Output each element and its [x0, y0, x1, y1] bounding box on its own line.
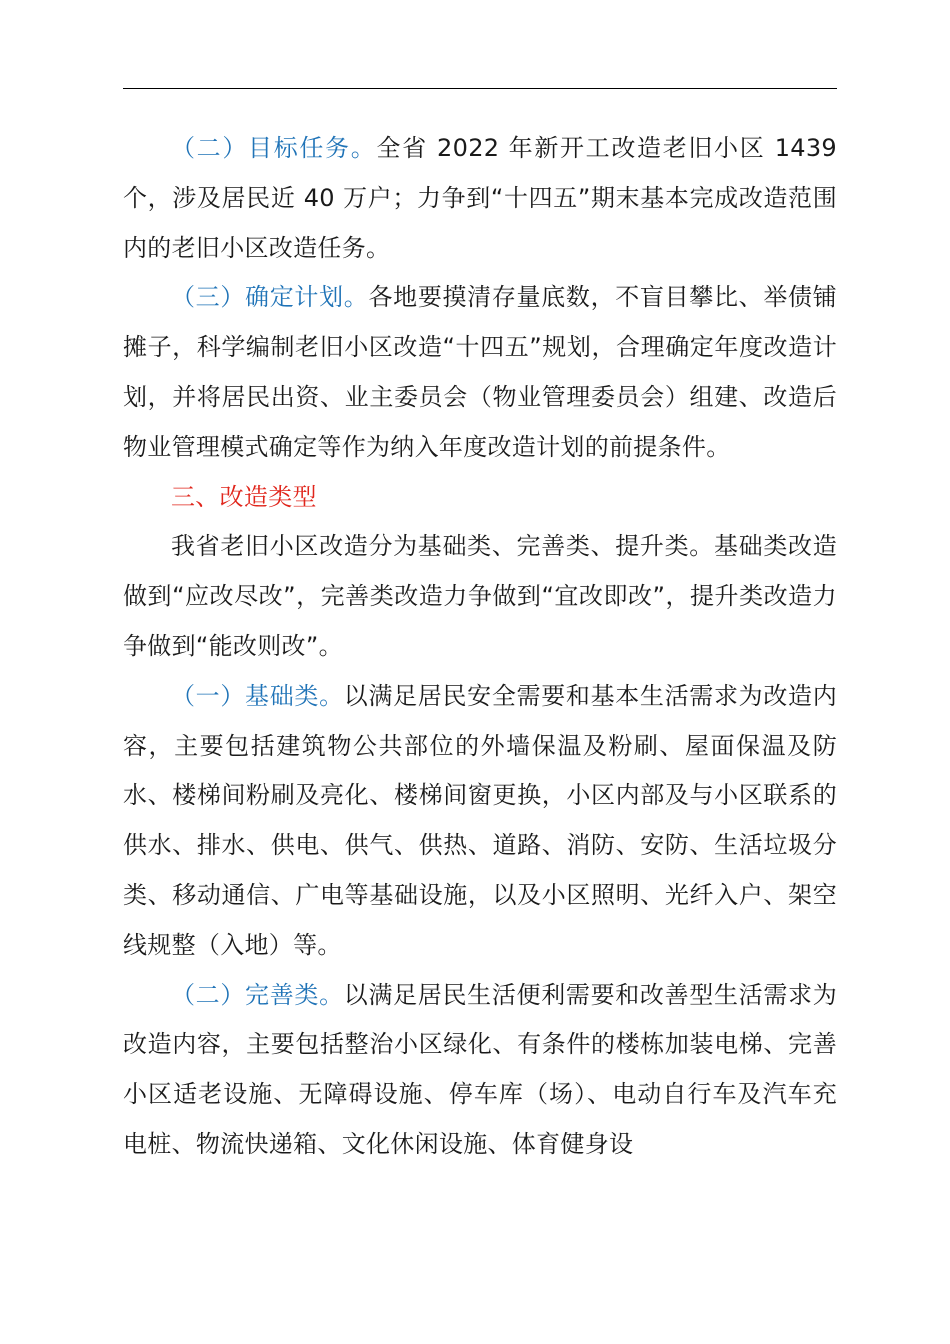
text-improvement-category: 以满足居民生活便利需要和改善型生活需求为改造内容，主要包括整治小区绿化、有条件的楼栋加装电梯、完善小区适老设施、无障碍设施、停车库（场）、电动自行车及汽车充电桩、物流快递箱、文化休闲设施、体育健身设 — [123, 980, 837, 1158]
heading-determine-plan: （三）确定计划。 — [171, 283, 369, 312]
paragraph-basic-category — [123, 672, 837, 971]
text-determine-plan: 各地要摸清存量底数，不盲目攀比、举债铺摊子，科学编制老旧小区改造“十四五”规划，合理确定年度改造计划，并将居民出资、业主委员会（物业管理委员会）组建、改造后物业管理模式确定等作为纳入年度改造计划的前提条件。 — [123, 283, 837, 461]
heading-improvement-category: （二）完善类。 — [171, 980, 344, 1009]
paragraph-determine-plan — [123, 273, 837, 472]
document-body — [123, 124, 837, 1170]
header-rule — [123, 88, 837, 89]
text-target-tasks: 全省 2022 年新开工改造老旧小区 1439 个，涉及居民近 40 万户；力争到“十四五”期末基本完成改造范围内的老旧小区改造任务。 — [123, 134, 837, 262]
text-basic-category: 以满足居民安全需要和基本生活需求为改造内容，主要包括建筑物公共部位的外墙保温及粉刷、屋面保温及防水、楼梯间粉刷及亮化、楼梯间窗更换，小区内部及与小区联系的供水、排水、供电、供气、供热、道路、消防、安防、生活垃圾分类、移动通信、广电等基础设施，以及小区照明、光纤入户、架空线规整（入地）等。 — [123, 681, 837, 959]
paragraph-improvement-category — [123, 971, 837, 1170]
paragraph-renovation-overview: 我省老旧小区改造分为基础类、完善类、提升类。基础类改造做到“应改尽改”，完善类改造力争做到“宜改即改”，提升类改造力争做到“能改则改”。 — [123, 532, 837, 660]
paragraph-target-tasks — [123, 124, 837, 273]
heading-basic-category: （一）基础类。 — [171, 681, 344, 710]
heading-target-tasks: （二）目标任务。 — [171, 134, 377, 162]
section-title-renovation-types: 三、改造类型 — [171, 482, 317, 511]
